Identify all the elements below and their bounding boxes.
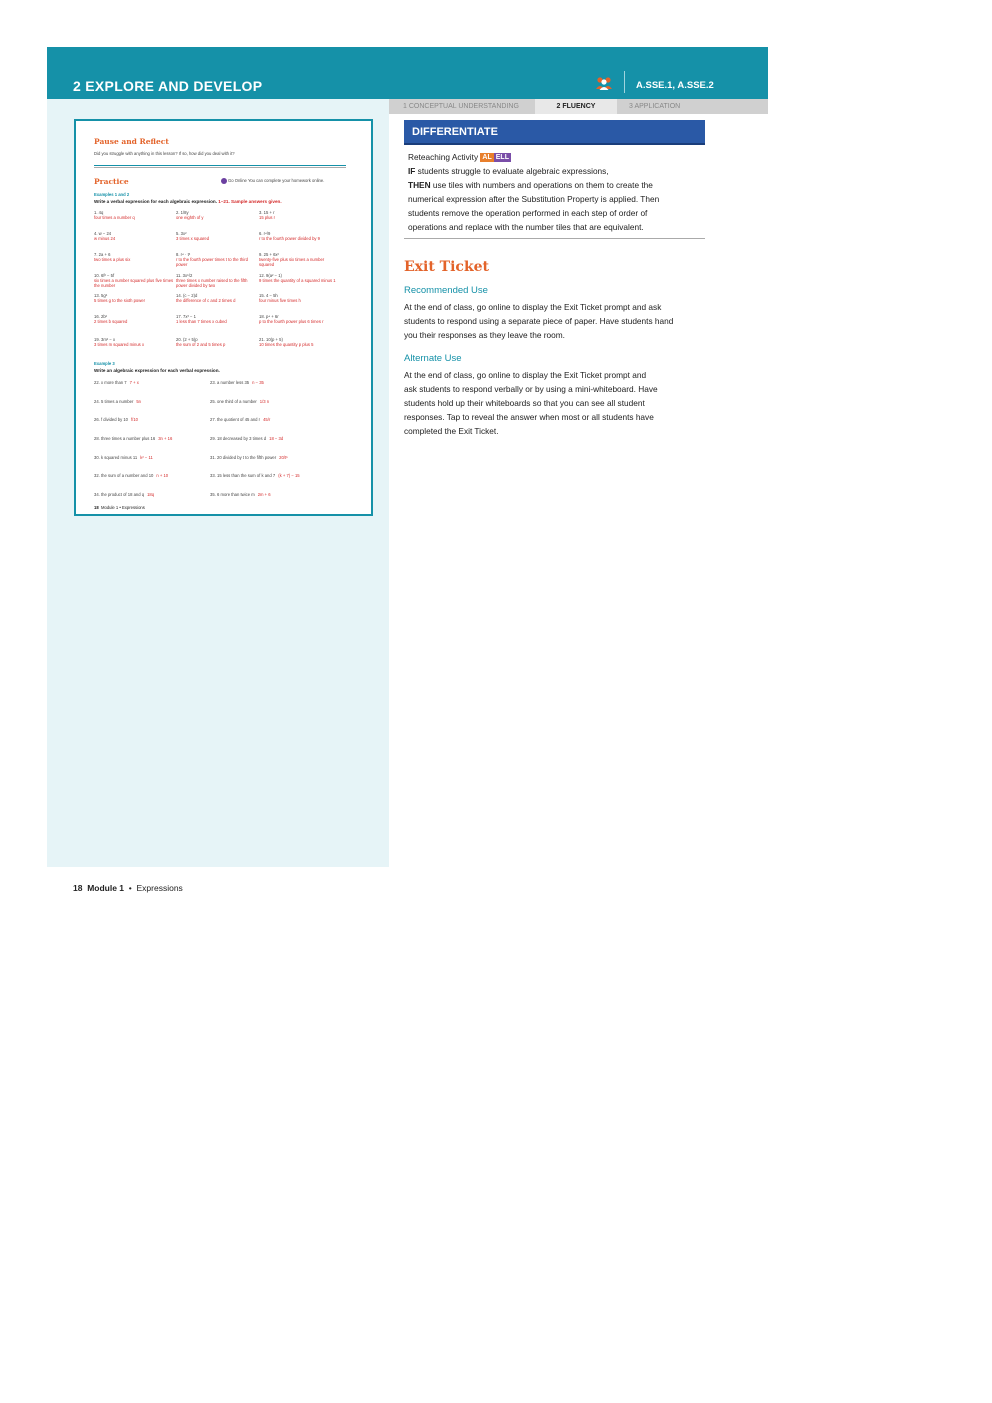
group-icon: [595, 76, 613, 90]
problem-item: [94, 337, 174, 347]
examples-label: Examples 1 and 2: [94, 192, 130, 197]
problem-question: 4. w − 24: [94, 231, 112, 236]
algebraic-item: [94, 399, 141, 404]
problem-item: [94, 231, 174, 241]
banner-divider: [624, 71, 625, 93]
problem-item: [259, 273, 339, 283]
algebraic-item: [210, 473, 300, 478]
alternate-line-1: At the end of class, go online to display the Exit Ticket prompt and: [404, 370, 647, 380]
thumbnail-module: Module 1 • Expressions: [101, 505, 145, 510]
algebraic-answer: 2m + 6: [257, 492, 271, 497]
problem-answer: one eighth of y: [176, 215, 204, 220]
tab-application: 3 APPLICATION: [629, 103, 681, 110]
problem-item: [259, 231, 339, 241]
algebraic-answer: 7 + x: [129, 380, 139, 385]
algebraic-answer: k² − 11: [140, 455, 153, 460]
problem-question: 13. 5g⁶: [94, 293, 108, 298]
problem-answer: w minus 24: [94, 236, 116, 241]
problem-item: [176, 273, 256, 288]
problem-answer: 1 less than 7 times x cubed: [176, 319, 227, 324]
problem-answer: four times a number q: [94, 215, 135, 220]
problem-item: [94, 273, 174, 288]
problem-question: 16. 2b²: [94, 314, 108, 319]
algebraic-question: 22. x more than 7: [94, 380, 127, 385]
recommended-line-1: At the end of class, go online to display the Exit Ticket prompt and ask: [404, 302, 662, 312]
algebraic-answer: 20/t⁵: [279, 455, 288, 460]
if-line: [408, 164, 703, 178]
problem-question: 18. p⁴ + 6r: [259, 314, 279, 319]
problem-answer: 2 times b squared: [94, 319, 128, 324]
divider: [404, 143, 705, 145]
algebraic-item: [94, 455, 153, 460]
problem-question: 19. 3m² − x: [94, 337, 116, 342]
problem-answer: 3 times m squared minus x: [94, 342, 145, 347]
differentiate-line-3: numerical expression after the Substitution Property is applied. Then: [408, 194, 660, 204]
tab-conceptual-understanding: 1 CONCEPTUAL UNDERSTANDING: [403, 103, 519, 110]
tab-fluency: 2 FLUENCY: [535, 99, 617, 114]
problem-answer: four minus five times h: [259, 298, 301, 303]
algebraic-question: 29. 18 decreased by 3 times d: [210, 436, 267, 441]
problem-question: 2. 1/8y: [176, 210, 189, 215]
page-number: 18: [73, 883, 83, 893]
divider: [94, 165, 346, 166]
problem-item: [176, 293, 256, 303]
algebraic-item: [210, 492, 271, 497]
problem-answer: 5 times g to the sixth power: [94, 298, 145, 303]
reteaching-activity-title: [408, 150, 703, 164]
footer-topic: Expressions: [136, 883, 183, 893]
student-page-thumbnail: [74, 119, 373, 516]
algebraic-item: [210, 436, 283, 441]
practice-title: Practice: [94, 177, 129, 186]
algebraic-item: [210, 380, 264, 385]
algebraic-item: [94, 417, 138, 422]
problem-question: 20. (2 + 5)p: [176, 337, 198, 342]
algebraic-answer: 18 − 3d: [269, 436, 284, 441]
tag-ell: ELL: [495, 154, 509, 161]
problem-answer: twenty-five plus six times a number squared: [259, 257, 325, 267]
thumbnail-footer: [94, 505, 145, 510]
algebraic-question: 32. the sum of a number and 10: [94, 473, 154, 478]
problem-question: 3. 15 + r: [259, 210, 275, 215]
problem-answer: three times x number raised to the fifth power divided by two: [176, 278, 248, 288]
go-online-note: [221, 178, 324, 184]
problem-question: 11. 3x⁵/2: [176, 273, 193, 278]
problem-item: [94, 314, 174, 324]
algebraic-question: 25. one third of a number: [210, 399, 257, 404]
standards-label: A.SSE.1, A.SSE.2: [636, 80, 714, 91]
problem-question: 8. r⁴ · t³: [176, 252, 191, 257]
problem-question: 10. 6f² − 5f: [94, 273, 115, 278]
thumbnail-page-number: 18: [94, 505, 99, 510]
algebraic-item: [94, 380, 139, 385]
instruction-algebraic: Write an algebraic expression for each verbal expression.: [94, 368, 220, 373]
problem-question: 17. 7x³ − 1: [176, 314, 196, 319]
algebraic-question: 33. 15 less than the sum of k and 7: [210, 473, 276, 478]
go-online-text: Go Online You can complete your homework online.: [228, 178, 325, 184]
divider: [404, 238, 705, 239]
example3-label: Example 3: [94, 361, 115, 366]
tag-al: AL: [482, 154, 492, 161]
divider: [94, 167, 346, 168]
problem-item: [259, 314, 339, 324]
then-line: [408, 178, 703, 192]
algebraic-item: [210, 417, 270, 422]
problem-answer: 3 times x squared: [176, 236, 210, 241]
problem-question: 21. 10(p + 5): [259, 337, 283, 342]
problem-answer: 10 times the quantity p plus 5: [259, 342, 314, 347]
alternate-use-label: Alternate Use: [404, 353, 462, 364]
instruction-answer: 1–21. Sample answers given.: [218, 199, 282, 204]
problem-item: [176, 231, 256, 241]
algebraic-answer: 3n + 16: [158, 436, 173, 441]
recommended-line-2: students to respond using a separate piece of paper. Have students hand: [404, 316, 674, 326]
algebraic-answer: n + 10: [156, 473, 169, 478]
problem-answer: 15 plus r: [259, 215, 276, 220]
page-footer: [73, 883, 183, 893]
problem-question: 12. 9(a² − 1): [259, 273, 282, 278]
problem-item: [94, 252, 174, 262]
then-text: use tiles with numbers and operations on them to create the: [430, 180, 653, 190]
algebraic-answer: 45/r: [263, 417, 271, 422]
then-label: THEN: [408, 180, 431, 190]
problem-answer: r to the fourth power times t to the third power: [176, 257, 248, 267]
section-title: 2 EXPLORE AND DEVELOP: [73, 78, 263, 94]
problem-item: [259, 293, 339, 303]
alternate-line-3: students hold up their whiteboards so that you can see all student: [404, 398, 645, 408]
problem-question: 5. 3x²: [176, 231, 187, 236]
alternate-line-2: ask students to respond verbally or by using a mini-whiteboard. Have: [404, 384, 658, 394]
footer-bullet: •: [128, 883, 132, 893]
header-banner: [47, 47, 768, 99]
problem-answer: 9 times the quantity of a squared minus 1: [259, 278, 336, 283]
algebraic-answer: f/10: [131, 417, 138, 422]
problem-answer: p to the fourth power plus 6 times r: [259, 319, 324, 324]
problem-answer: the sum of 2 and 5 times p: [176, 342, 226, 347]
algebraic-question: 35. 6 more than twice m: [210, 492, 255, 497]
pause-reflect-title: Pause and Reflect: [94, 137, 169, 146]
algebraic-item: [210, 399, 269, 404]
algebraic-question: 26. f divided by 10: [94, 417, 128, 422]
problem-item: [259, 252, 339, 267]
footer-module: Module 1: [87, 883, 125, 893]
go-online-icon: [221, 178, 227, 184]
problem-question: 1. 4q: [94, 210, 104, 215]
problem-item: [176, 337, 256, 347]
instruction-verbal: [94, 199, 282, 204]
recommended-line-3: you their responses as they leave the room.: [404, 330, 565, 340]
differentiate-line-5: operations and replace with the number tiles that are equivalent.: [408, 222, 644, 232]
instruction-text: Write a verbal expression for each algebraic expression.: [94, 199, 217, 204]
algebraic-answer: 5n: [136, 399, 142, 404]
algebraic-question: 24. 5 times a number: [94, 399, 134, 404]
problem-item: [176, 210, 256, 220]
problem-question: 15. 4 − 5h: [259, 293, 278, 298]
algebraic-question: 28. three times a number plus 16: [94, 436, 156, 441]
algebraic-answer: n − 35: [252, 380, 264, 385]
problem-question: 7. 2a + 6: [94, 252, 111, 257]
problem-item: [94, 210, 174, 220]
problem-answer: the difference of c and 2 times d: [176, 298, 236, 303]
problem-question: 9. 25 + 6x²: [259, 252, 279, 257]
activity-title-text: Reteaching Activity: [408, 152, 479, 162]
differentiate-line-4: students remove the operation performed in each step of order of: [408, 208, 648, 218]
algebraic-question: 27. the quotient of 45 and r: [210, 417, 261, 422]
problem-item: [176, 252, 256, 267]
if-label: IF: [408, 166, 416, 176]
algebraic-answer: 1/3 n: [259, 399, 270, 404]
differentiate-heading: DIFFERENTIATE: [404, 120, 705, 143]
algebraic-item: [210, 455, 288, 460]
alternate-line-5: completed the Exit Ticket.: [404, 426, 499, 436]
problem-answer: r to the fourth power divided by 9: [259, 236, 320, 241]
algebraic-item: [94, 473, 168, 478]
problem-item: [176, 314, 256, 324]
recommended-use-label: Recommended Use: [404, 285, 488, 296]
algebraic-question: 30. k squared minus 11: [94, 455, 138, 460]
progression-tabs: [389, 99, 768, 114]
algebraic-question: 34. the product of 18 and q: [94, 492, 145, 497]
if-text: students struggle to evaluate algebraic expressions,: [415, 166, 609, 176]
algebraic-answer: (k + 7) − 15: [278, 473, 300, 478]
algebraic-item: [94, 492, 154, 497]
exit-ticket-heading: Exit Ticket: [404, 259, 490, 275]
algebraic-question: 31. 20 divided by t to the fifth power: [210, 455, 277, 460]
problem-answer: two times a plus six: [94, 257, 131, 262]
problem-item: [94, 293, 174, 303]
problem-item: [259, 210, 339, 220]
problem-answer: six times a number squared plus five times the number: [94, 278, 174, 288]
problem-question: 14. (c − 2)d: [176, 293, 198, 298]
alternate-line-4: responses. Tap to reveal the answer when most or all students have: [404, 412, 654, 422]
problem-item: [259, 337, 339, 347]
pause-reflect-prompt: Did you struggle with anything in this lesson? If so, how did you deal with it?: [94, 151, 235, 156]
algebraic-answer: 18q: [147, 492, 155, 497]
algebraic-question: 23. a number less 35: [210, 380, 250, 385]
problem-question: 6. r⁴/9: [259, 231, 271, 236]
algebraic-item: [94, 436, 172, 441]
